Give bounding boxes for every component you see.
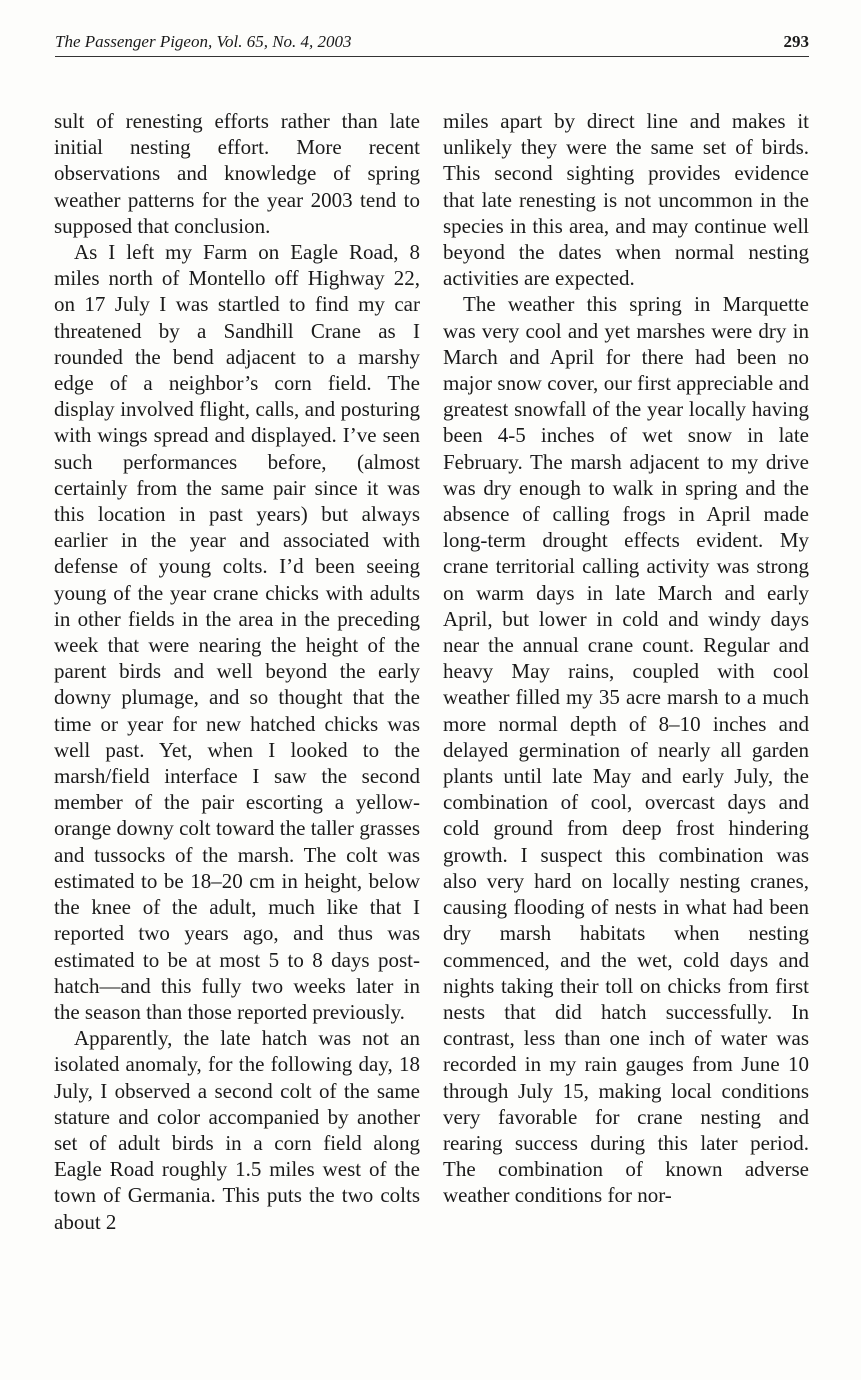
page-number: 293 <box>783 32 809 51</box>
page-header <box>55 30 809 57</box>
paragraph: miles apart by direct line and makes it unlikely they were the same set of birds. This second sighting provides evidence that late renesting is not uncommon in the species in this area, and may continue well beyond the dates when normal nesting activities are expected. <box>443 109 809 291</box>
paragraph: Apparently, the late hatch was not an isolated anomaly, for the following day, 18 July, I observed a second colt of the same stature and color accompanied by another set of adult birds in a corn field along Eagle Road roughly 1.5 miles west of the town of Germania. This puts the two colts about 2 <box>54 1026 420 1234</box>
paragraph: sult of renesting efforts rather than late initial nesting effort. More recent observations and knowledge of spring weather patterns for the year 2003 tend to supposed that conclusion. <box>54 109 420 238</box>
running-title: The Passenger Pigeon, Vol. 65, No. 4, 2003 <box>55 32 352 51</box>
paragraph: As I left my Farm on Eagle Road, 8 miles north of Montello off Highway 22, on 17 July I was startled to find my car threatened by a Sandhill Crane as I rounded the bend adjacent to a marshy edge of a neighbor’s corn field. The display involved flight, calls, and posturing with wings spread and displayed. I’ve seen such performances before, (almost certainly from the same pair since it was this location in past years) but always earlier in the year and associated with defense of young colts. I’d been seeing young of the year crane chicks with adults in other fields in the area in the preceding week that were nearing the height of the parent birds and well beyond the early downy plumage, and so thought that the time or year for new hatched chicks was well past. Yet, when I looked to the marsh/field interface I saw the second member of the pair escorting a yellow-orange downy colt toward the taller grasses and tussocks of the marsh. The colt was estimated to be 18–20 cm in height, below the knee of the adult, much like that I reported two years ago, and thus was estimated to be at most 5 to 8 days post-hatch—and this fully two weeks later in the season than those reported previously. <box>54 240 420 1024</box>
right-column <box>443 108 809 1209</box>
left-column <box>54 108 420 1235</box>
paragraph: The weather this spring in Marquette was very cool and yet marshes were dry in March and April for there had been no major snow cover, our first appreciable and greatest snowfall of the year locally having been 4-5 inches of wet snow in late February. The marsh adjacent to my drive was dry enough to walk in spring and the absence of calling frogs in April made long-term drought effects evident. My crane territorial calling activity was strong on warm days in late March and early April, but lower in cold and windy days near the annual crane count. Regular and heavy May rains, coupled with cool weather filled my 35 acre marsh to a much more normal depth of 8–10 inches and delayed germination of nearly all garden plants until late May and early July, the combination of cool, overcast days and cold ground from deep frost hindering growth. I suspect this combination was also very hard on locally nesting cranes, causing flooding of nests in what had been dry marsh habitats when nesting commenced, and the wet, cold days and nights taking their toll on chicks from first nests that did hatch successfully. In contrast, less than one inch of water was recorded in my rain gauges from June 10 through July 15, making local conditions very favorable for crane nesting and rearing success during this later period. The combination of known adverse weather conditions for nor- <box>443 292 809 1208</box>
